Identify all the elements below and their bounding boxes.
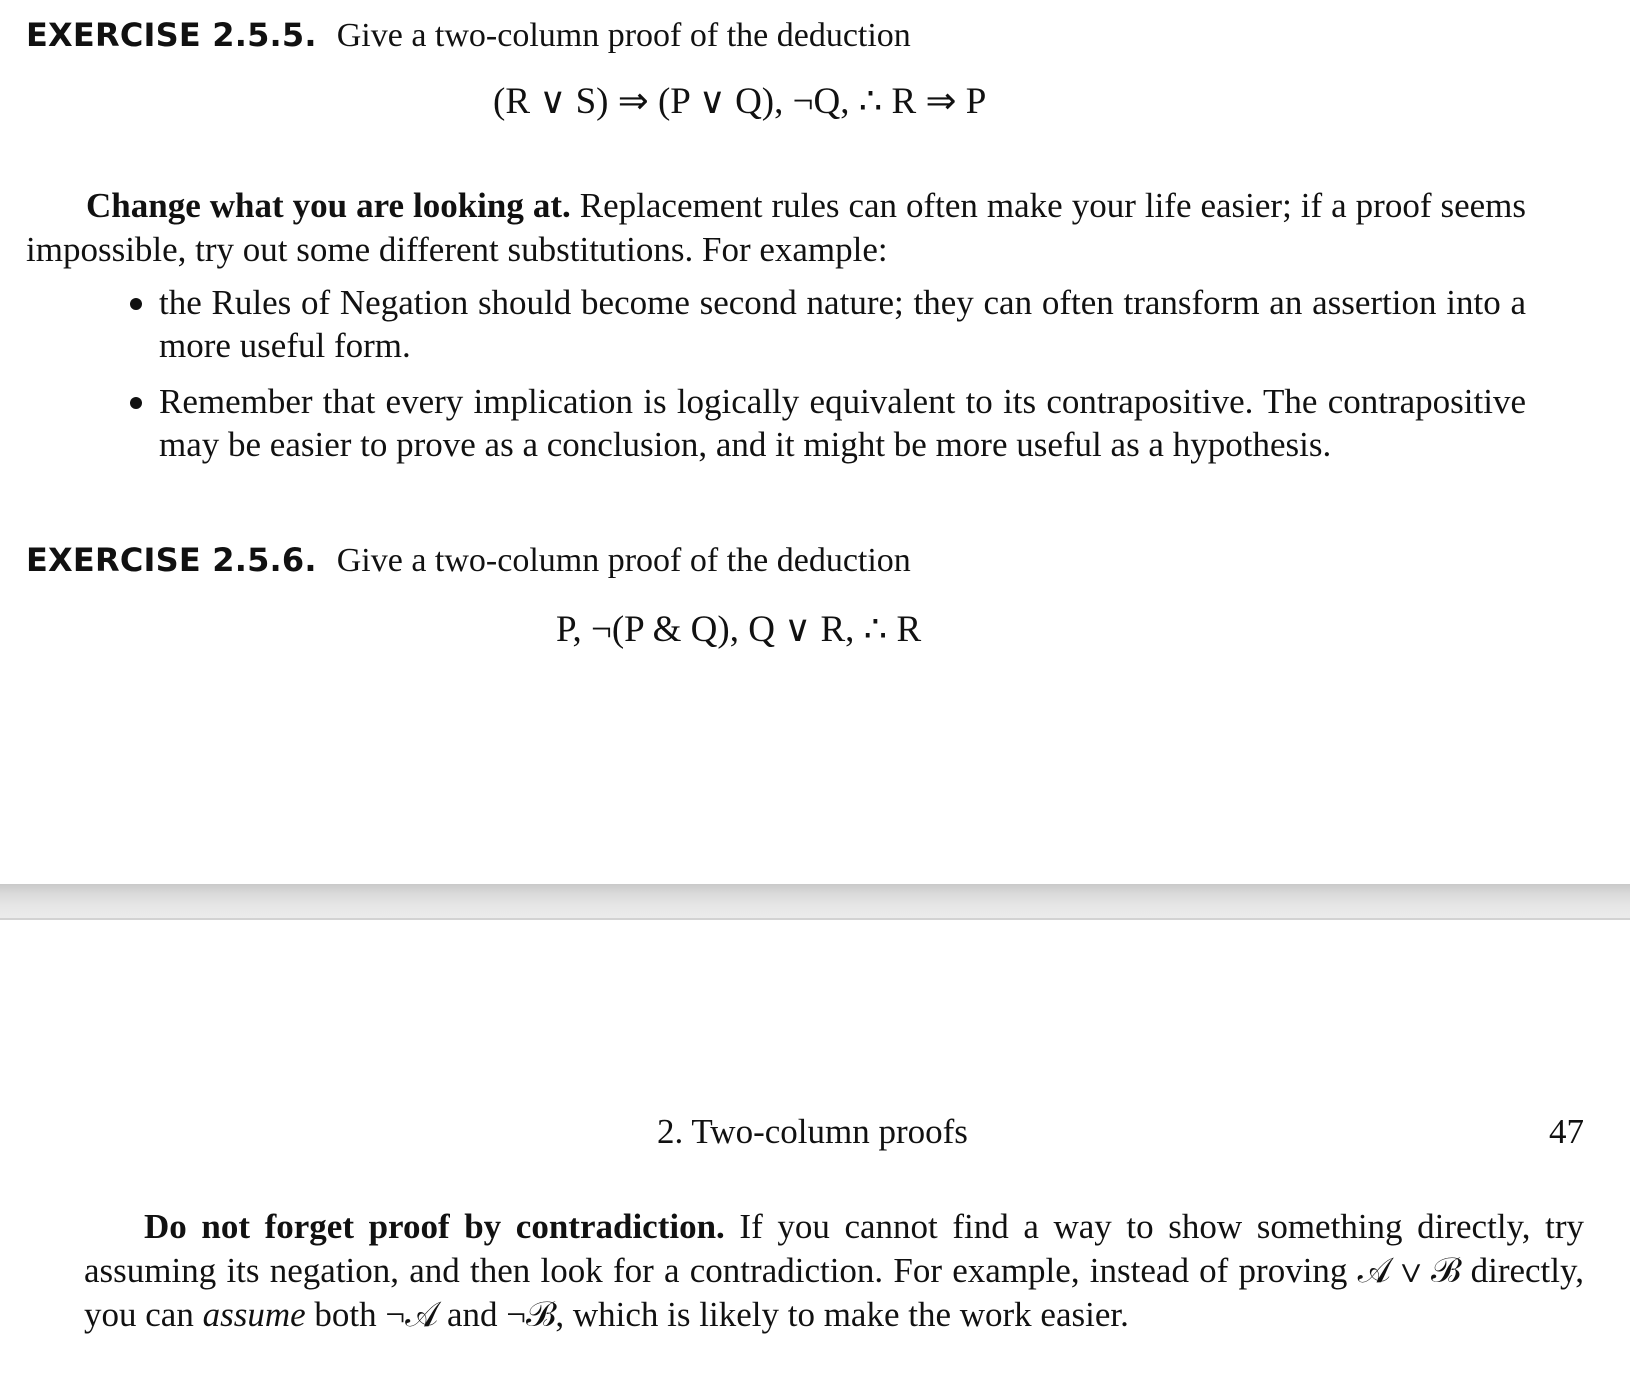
contradiction-paragraph-heading: Do not forget proof by contradiction. (144, 1207, 725, 1246)
tip-paragraph (26, 184, 1526, 272)
contradiction-paragraph (84, 1205, 1584, 1337)
contradiction-paragraph-text: If you cannot find a way to show something directly, try assuming its negation, and then look for a contradiction. For example, instead of proving 𝒜 ∨ ℬ directly, you can (84, 1207, 1585, 1334)
tip-paragraph-text: Replacement rules can often make your life easier; if a proof seems impossible, try out some different substitutions. For example: (26, 186, 1527, 269)
exercise-2-5-5-text: Give a two-column proof of the deduction (336, 17, 911, 54)
exercise-2-5-6-heading: EXERCISE 2.5.6. (26, 541, 317, 579)
bullet-item (128, 281, 1526, 367)
page-number: 47 (1549, 1112, 1584, 1151)
bullet-text: the Rules of Negation should become second nature; they can often transform an assertion into a more useful form. (159, 283, 1526, 365)
exercise-2-5-6-text: Give a two-column proof of the deduction (336, 542, 911, 579)
bullet-item (128, 380, 1526, 466)
exercise-2-5-6 (26, 540, 911, 581)
contradiction-paragraph-text-end: both ¬𝒜 and ¬ℬ, which is likely to make the work easier. (314, 1295, 1129, 1334)
tip-paragraph-heading: Change what you are looking at. (86, 186, 571, 225)
exercise-2-5-5 (26, 15, 911, 56)
tip-bullet-list (128, 281, 1526, 466)
bullet-marker (130, 298, 142, 310)
page-separator (0, 884, 1630, 920)
exercise-2-5-5-formula: (R ∨ S) ⇒ (P ∨ Q), ¬Q, ∴ R ⇒ P (493, 81, 987, 122)
exercise-2-5-6-formula: P, ¬(P & Q), Q ∨ R, ∴ R (556, 609, 922, 650)
exercise-2-5-5-heading: EXERCISE 2.5.5. (26, 16, 317, 54)
contradiction-paragraph-emphasis: assume (202, 1295, 306, 1334)
bullet-text: Remember that every implication is logically equivalent to its contrapositive. The contrapositive may be easier to prove as a conclusion, and it might be more useful as a hypothesis. (159, 382, 1526, 464)
bullet-marker (130, 397, 142, 409)
running-header (0, 1110, 1630, 1154)
running-title: 2. Two-column proofs (657, 1112, 968, 1151)
